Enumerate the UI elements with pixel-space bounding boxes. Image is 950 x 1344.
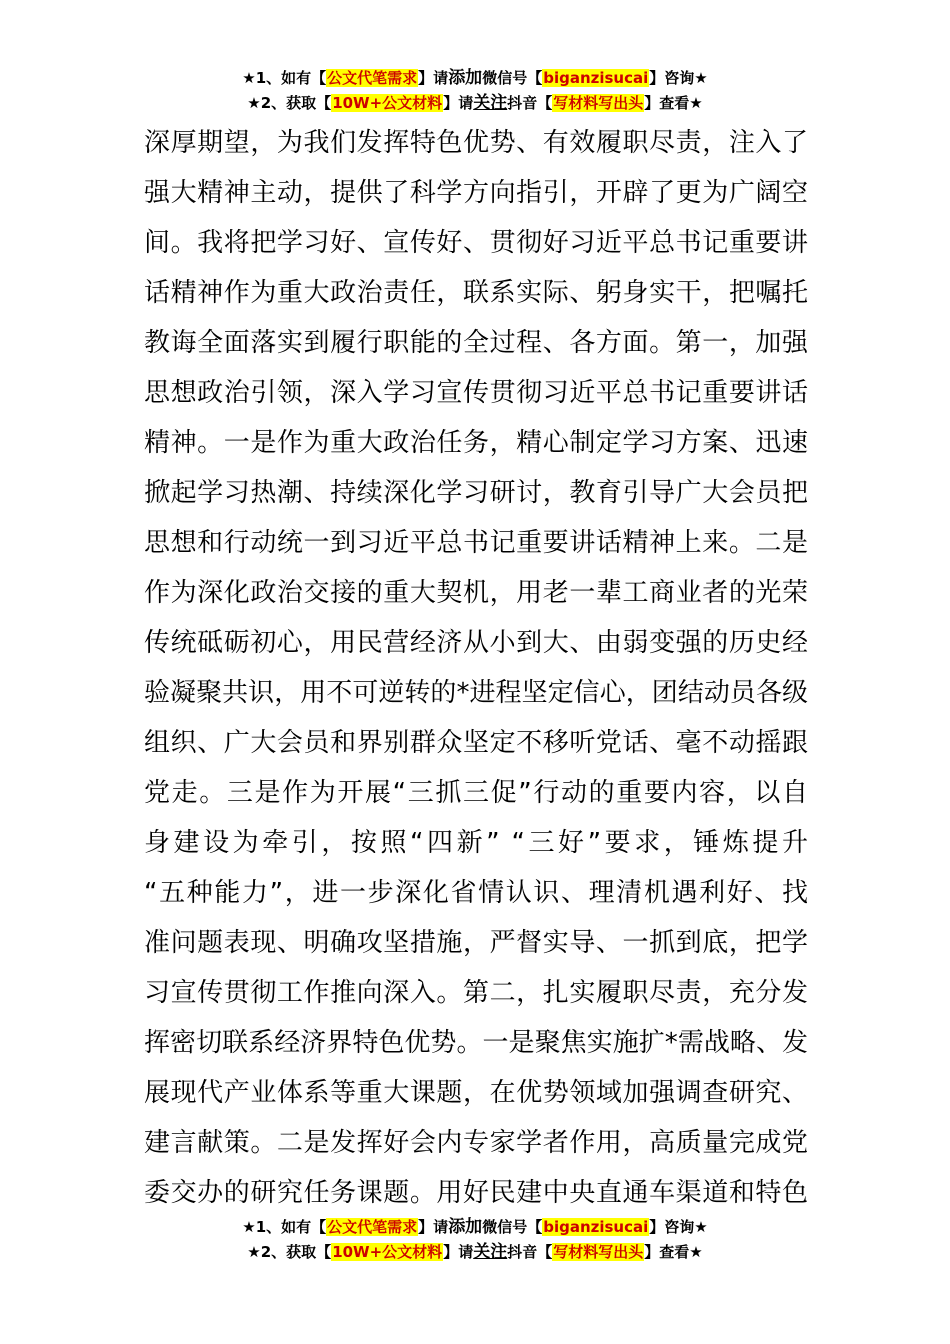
body-line: 精神。一是作为重大政治任务，精心制定学习方案、迅速 <box>144 428 808 458</box>
header-highlight-materials: 10W+公文材料 <box>332 94 443 112</box>
body-line: 展现代产业体系等重大课题，在优势领域加强调查研究、 <box>144 1078 808 1108</box>
body-line: 思想和行动统一到习近平总书记重要讲话精神上来。二是 <box>144 528 808 558</box>
body-line: 作为深化政治交接的重大契机，用老一辈工商业者的光荣 <box>144 578 808 608</box>
footer-line-2 <box>0 1240 950 1265</box>
footer-line-1-text: 】咨询★ <box>649 1218 708 1236</box>
body-line: 教诲全面落实到履行职能的全过程、各方面。第一，加强 <box>144 328 808 358</box>
body-line: 身建设为牵引，按照“四新” “三好”要求，锤炼提升 <box>144 828 808 858</box>
footer-line-2-text: 】查看★ <box>644 1243 703 1261</box>
header-line-1-text: 】咨询★ <box>649 69 708 87</box>
footer-line-1 <box>0 1215 950 1240</box>
footer-banner <box>0 1215 950 1265</box>
body-line: 传统砥砺初心，用民营经济从小到大、由弱变强的历史经 <box>144 628 808 658</box>
footer-line-1-text: 微信号【 <box>482 1218 543 1236</box>
body-line: 深厚期望，为我们发挥特色优势、有效履职尽责，注入了 <box>144 128 808 158</box>
header-highlight-service: 公文代笔需求 <box>327 69 418 87</box>
header-emphasis-add: 添加 <box>448 68 483 88</box>
header-highlight-douyin-account: 写材料写出头 <box>553 94 644 112</box>
header-line-2-text: 】请 <box>443 94 474 112</box>
footer-line-2-text: 】请 <box>443 1243 474 1261</box>
body-line: 党走。三是作为开展“三抓三促”行动的重要内容，以自 <box>144 778 808 808</box>
body-line: 建言献策。二是发挥好会内专家学者作用，高质量完成党 <box>144 1128 808 1158</box>
footer-highlight-materials: 10W+公文材料 <box>332 1243 443 1261</box>
footer-line-1-text: ★1、如有【 <box>242 1218 327 1236</box>
body-line: 习宣传贯彻工作推向深入。第二，扎实履职尽责，充分发 <box>144 978 808 1008</box>
body-line: 组织、广大会员和界别群众坚定不移听党话、毫不动摇跟 <box>144 728 808 758</box>
body-line: 强大精神主动，提供了科学方向指引，开辟了更为广阔空 <box>144 178 808 208</box>
body-line: 委交办的研究任务课题。用好民建中央直通车渠道和特色 <box>144 1178 808 1208</box>
header-line-1-text: 】请 <box>418 69 449 87</box>
body-line: 验凝聚共识，用不可逆转的*进程坚定信心，团结动员各级 <box>144 678 808 708</box>
header-line-2 <box>0 91 950 116</box>
footer-highlight-douyin-account: 写材料写出头 <box>553 1243 644 1261</box>
header-highlight-wechat-id: biganzisucai <box>543 69 649 87</box>
header-line-1 <box>0 66 950 91</box>
body-line: 思想政治引领，深入学习宣传贯彻习近平总书记重要讲话 <box>144 378 808 408</box>
header-line-1-text: 微信号【 <box>482 69 543 87</box>
body-line: 间。我将把学习好、宣传好、贯彻好习近平总书记重要讲 <box>144 228 808 258</box>
footer-highlight-service: 公文代笔需求 <box>327 1218 418 1236</box>
header-banner <box>0 66 950 116</box>
footer-highlight-wechat-id: biganzisucai <box>543 1218 649 1236</box>
header-line-2-text: 】查看★ <box>644 94 703 112</box>
footer-emphasis-follow: 关注 <box>473 1242 508 1262</box>
header-line-2-text: ★2、获取【 <box>247 94 332 112</box>
footer-line-2-text: 抖音【 <box>507 1243 553 1261</box>
body-line: 准问题表现、明确攻坚措施，严督实导、一抓到底，把学 <box>144 928 808 958</box>
body-line: 掀起学习热潮、持续深化学习研讨，教育引导广大会员把 <box>144 478 808 508</box>
footer-line-1-text: 】请 <box>418 1218 449 1236</box>
body-line: “五种能力”，进一步深化省情认识、理清机遇利好、找 <box>144 878 808 908</box>
footer-line-2-text: ★2、获取【 <box>247 1243 332 1261</box>
body-line: 挥密切联系经济界特色优势。一是聚焦实施扩*需战略、发 <box>144 1028 808 1058</box>
header-line-1-text: ★1、如有【 <box>242 69 327 87</box>
body-line: 话精神作为重大政治责任，联系实际、躬身实干，把嘱托 <box>144 278 808 308</box>
document-body <box>144 118 808 1218</box>
header-line-2-text: 抖音【 <box>507 94 553 112</box>
footer-emphasis-add: 添加 <box>448 1217 483 1237</box>
header-emphasis-follow: 关注 <box>473 93 508 113</box>
